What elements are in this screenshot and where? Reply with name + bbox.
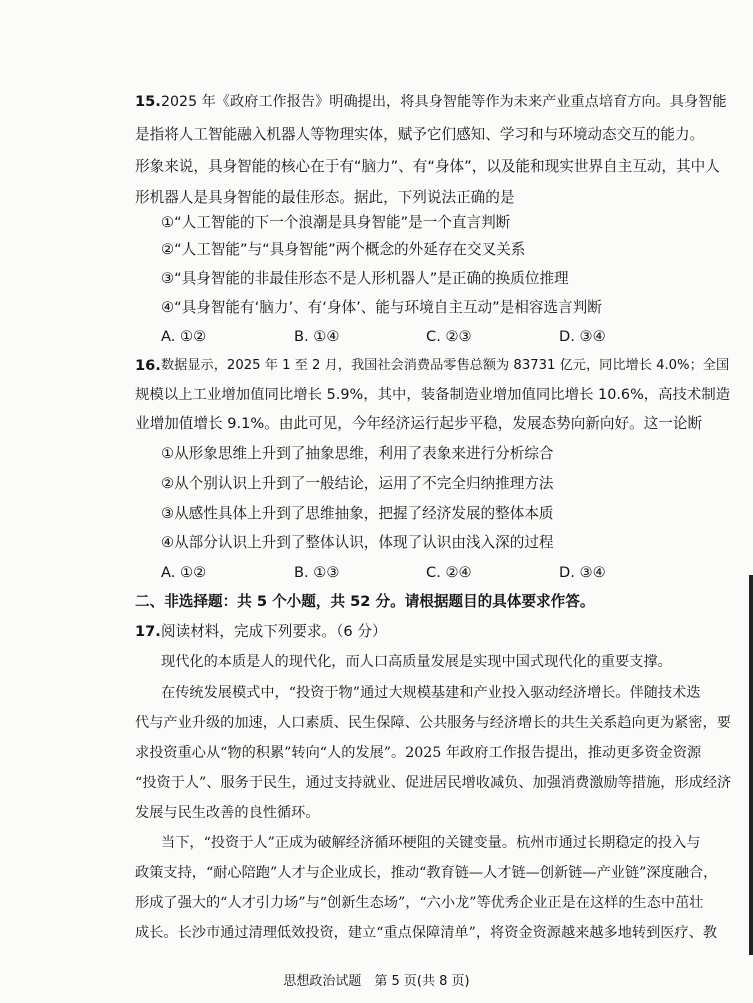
q15-statement-3: ③“具身智能的非最佳形态不是人形机器人”是正确的换质位推理 xyxy=(161,270,569,287)
q17-para-line-3: 代与产业升级的加速，人口素质、民生保障、公共服务与经济增长的共生关系趋向更为紧密，要 xyxy=(135,715,731,731)
q17-para-line-1: 现代化的本质是人的现代化，而人口高质量发展是实现中国式现代化的重要支撑。 xyxy=(161,654,672,670)
q15-option-b: B. ①④ xyxy=(294,328,340,345)
q15-option-d: D. ③④ xyxy=(559,328,606,345)
question-15-number: 15. xyxy=(135,93,161,110)
q17-prompt: 阅读材料，完成下列要求。（6 分） xyxy=(161,623,387,640)
q17-para-line-4: 求投资重心从“物的积累”转向“人的发展”。2025 年政府工作报告提出，推动更多资金资源 xyxy=(135,745,702,761)
q17-para-line-6: 发展与民生改善的良性循环。 xyxy=(135,805,320,821)
scan-edge-shadow xyxy=(749,575,753,955)
q15-statement-1: ①“人工智能的下一个浪潮是具身智能”是一个直言判断 xyxy=(161,214,511,231)
q15-statement-2: ②“人工智能”与“具身智能”两个概念的外延存在交叉关系 xyxy=(161,241,526,258)
q17-para-line-2: 在传统发展模式中，“投资于物”通过大规模基建和产业投入驱动经济增长。伴随技术迭 xyxy=(161,685,701,701)
q16-option-b: B. ①③ xyxy=(294,564,340,581)
q16-line-1: 数据显示，2025 年 1 至 2 月，我国社会消费品零售总额为 83731 亿元，同比增长 4.0%；全国 xyxy=(161,358,730,373)
q15-line-4: 形机器人是具身智能的最佳形态。据此，下列说法正确的是 xyxy=(135,189,515,206)
q15-line-1: 2025 年《政府工作报告》明确提出，将具身智能等作为未来产业重点培育方向。具身智能 xyxy=(161,94,727,110)
q17-para-line-8: 政策支持，“耐心陪跑”人才与企业成长，推动“教育链—人才链—创新链—产业链”深度融合， xyxy=(135,865,718,881)
q15-option-a: A. ①② xyxy=(161,328,207,345)
q15-line-2: 是指将人工智能融入机器人等物理实体，赋予它们感知、学习和与环境动态交互的能力。 xyxy=(135,126,705,143)
q16-option-c: C. ②④ xyxy=(426,564,472,581)
q15-option-c: C. ②③ xyxy=(426,328,472,345)
q16-statement-4: ④从部分认识上升到了整体认识，体现了认识由浅入深的过程 xyxy=(161,534,554,551)
q16-option-d: D. ③④ xyxy=(559,564,606,581)
q17-para-line-9: 形成了强大的“人才引力场”与“创新生态场”，“六小龙”等优秀企业正是在这样的生态中茁壮 xyxy=(135,895,704,911)
q17-para-line-7: 当下，“投资于人”正成为破解经济循环梗阻的关键变量。杭州市通过长期稳定的投入与 xyxy=(161,835,701,851)
q17-para-line-10: 成长。长沙市通过清理低效投资，建立“重点保障清单”，将资金资源越来越多地转到医疗、教 xyxy=(135,925,718,941)
section-heading: 二、非选择题：共 5 个小题，共 52 分。请根据题目的具体要求作答。 xyxy=(135,593,595,610)
q16-option-a: A. ①② xyxy=(161,564,207,581)
question-16-number: 16. xyxy=(135,357,161,374)
page-footer: 思想政治试题 第 5 页(共 8 页) xyxy=(283,974,470,989)
q17-para-line-5: “投资于人”、服务于民生，通过支持就业、促进居民增收减负、加强消费激励等措施，形成经济 xyxy=(135,775,732,791)
q15-line-3: 形象来说，具身智能的核心在于有“脑力”、有“身体”，以及能和现实世界自主互动，其中人 xyxy=(135,158,720,175)
question-17-number: 17. xyxy=(135,623,161,640)
q15-statement-4: ④“具身智能有‘脑力’、有‘身体’、能与环境自主互动”是相容选言判断 xyxy=(161,299,602,316)
q16-statement-1: ①从形象思维上升到了抽象思维，利用了表象来进行分析综合 xyxy=(161,445,554,462)
q16-statement-3: ③从感性具体上升到了思维抽象，把握了经济发展的整体本质 xyxy=(161,505,554,522)
q16-line-3: 业增加值增长 9.1%。由此可见，今年经济运行起步平稳，发展态势向新向好。这一论断 xyxy=(135,415,703,432)
q16-line-2: 规模以上工业增加值同比增长 5.9%，其中，装备制造业增加值同比增长 10.6%，高技术制造 xyxy=(135,387,731,403)
q16-statement-2: ②从个别认识上升到了一般结论，运用了不完全归纳推理方法 xyxy=(161,475,554,492)
